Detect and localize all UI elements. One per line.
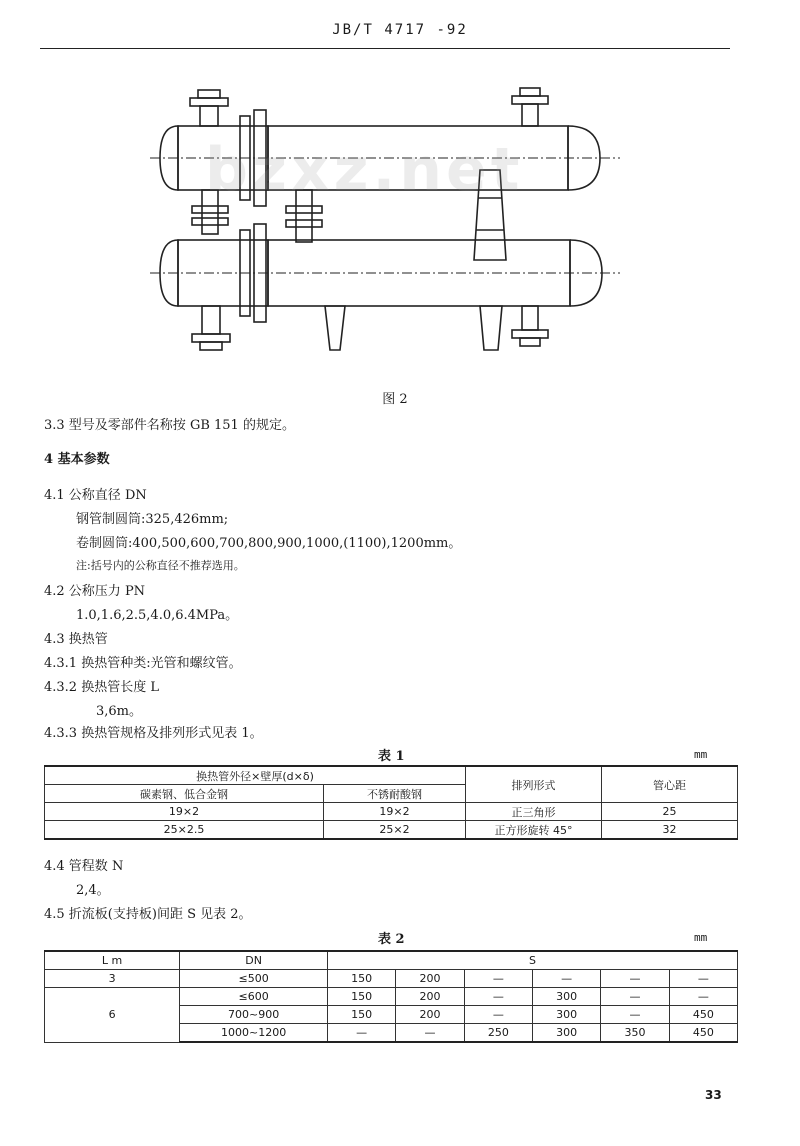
table2-cell: — — [464, 988, 532, 1006]
table2-cell: 300 — [533, 1024, 601, 1043]
section-4-1-rolled: 卷制圆筒:400,500,600,700,800,900,1000,(1100),1200mm。 — [76, 536, 462, 551]
table1 — [44, 765, 738, 840]
table-row — [45, 988, 738, 1006]
table2-cell: — — [601, 988, 669, 1006]
table1-cell: 19×2 — [323, 803, 465, 821]
table2-unit: mm — [694, 931, 708, 944]
table1-header-group: 换热管外径×壁厚(d×δ) — [45, 766, 466, 785]
figure-caption: 图 2 — [382, 392, 408, 407]
table1-cell: 25×2 — [323, 821, 465, 840]
table2-caption: 表 2 — [378, 932, 405, 947]
table2-cell: — — [533, 970, 601, 988]
table2-cell: 300 — [533, 1006, 601, 1024]
section-4-5: 4.5 折流板(支持板)间距 S 见表 2。 — [44, 907, 252, 922]
table1-header-carbon: 碳素钢、低合金钢 — [45, 785, 324, 803]
table1-cell: 25 — [602, 803, 738, 821]
table1-caption: 表 1 — [378, 749, 405, 764]
lower-shell-nozzle — [522, 306, 538, 330]
lower-outlet-nozzle — [202, 306, 220, 334]
table-row — [45, 970, 738, 988]
table2-cell: — — [328, 1024, 396, 1043]
table2-cell: 1000~1200 — [180, 1024, 328, 1043]
table2-cell: 250 — [464, 1024, 532, 1043]
section-4-1-note: 注:括号内的公称直径不推荐选用。 — [76, 559, 245, 572]
table2-cell: 450 — [669, 1024, 737, 1043]
section-4-title: 4 基本参数 — [44, 452, 110, 467]
table2-cell: 450 — [669, 1006, 737, 1024]
section-4-2-values: 1.0,1.6,2.5,4.0,6.4MPa。 — [76, 608, 239, 623]
table-row — [45, 821, 738, 840]
table1-cell: 正方形旋转 45° — [466, 821, 602, 840]
table1-cell: 25×2.5 — [45, 821, 324, 840]
table2-cell: 700~900 — [180, 1006, 328, 1024]
table2-header-L: L m — [45, 951, 180, 970]
heat-exchanger-drawing — [150, 80, 620, 380]
header-rule — [40, 48, 730, 49]
table2-cell: 200 — [396, 1006, 464, 1024]
table1-unit: mm — [694, 748, 708, 761]
table1-header-pitch: 管心距 — [602, 766, 738, 803]
watermark: bzxz.net — [205, 135, 524, 205]
table2-cell: ≤600 — [180, 988, 328, 1006]
standard-header: JB/T 4717 -92 — [332, 22, 468, 38]
table2-cell: 200 — [396, 988, 464, 1006]
table2-cell: 150 — [328, 988, 396, 1006]
table2-cell: ≤500 — [180, 970, 328, 988]
section-4-4-values: 2,4。 — [76, 883, 110, 898]
table2-cell: 300 — [533, 988, 601, 1006]
section-3-3: 3.3 型号及零部件名称按 GB 151 的规定。 — [44, 418, 295, 433]
table2-cell: — — [669, 970, 737, 988]
lower-saddle-left — [325, 306, 345, 350]
table2-header-DN: DN — [180, 951, 328, 970]
section-4-1-steel-pipe: 钢管制圆筒:325,426mm; — [76, 512, 229, 527]
table1-cell: 32 — [602, 821, 738, 840]
section-4-1: 4.1 公称直径 DN — [44, 488, 147, 503]
table2-cell: 150 — [328, 1006, 396, 1024]
table2-cell: — — [601, 970, 669, 988]
table1-header-arrangement: 排列形式 — [466, 766, 602, 803]
table2 — [44, 950, 738, 1043]
upper-inlet-nozzle — [200, 106, 218, 126]
table2-header-S: S — [328, 951, 738, 970]
table2-cell: — — [464, 1006, 532, 1024]
table2-cell: — — [396, 1024, 464, 1043]
section-4-3-3: 4.3.3 换热管规格及排列形式见表 1。 — [44, 726, 263, 741]
table2-cell: 200 — [396, 970, 464, 988]
table2-L-cell: 6 — [45, 988, 180, 1043]
table1-header-stainless: 不锈耐酸钢 — [323, 785, 465, 803]
section-4-3-1: 4.3.1 换热管种类:光管和螺纹管。 — [44, 656, 242, 671]
table1-cell: 正三角形 — [466, 803, 602, 821]
table2-cell: 350 — [601, 1024, 669, 1043]
section-4-3-2: 4.3.2 换热管长度 L — [44, 680, 159, 695]
table2-cell: — — [601, 1006, 669, 1024]
table-row — [45, 803, 738, 821]
section-4-2: 4.2 公称压力 PN — [44, 584, 146, 599]
lower-saddle-right — [480, 306, 502, 350]
table2-cell: — — [669, 988, 737, 1006]
section-4-3: 4.3 换热管 — [44, 632, 108, 647]
table1-cell: 19×2 — [45, 803, 324, 821]
section-4-4: 4.4 管程数 N — [44, 859, 124, 874]
section-4-3-2-values: 3,6m。 — [96, 704, 143, 719]
table2-cell: 150 — [328, 970, 396, 988]
table2-cell: — — [464, 970, 532, 988]
table2-L-cell: 3 — [45, 970, 180, 988]
page-number: 33 — [705, 1088, 722, 1102]
upper-shell-nozzle — [522, 104, 538, 126]
